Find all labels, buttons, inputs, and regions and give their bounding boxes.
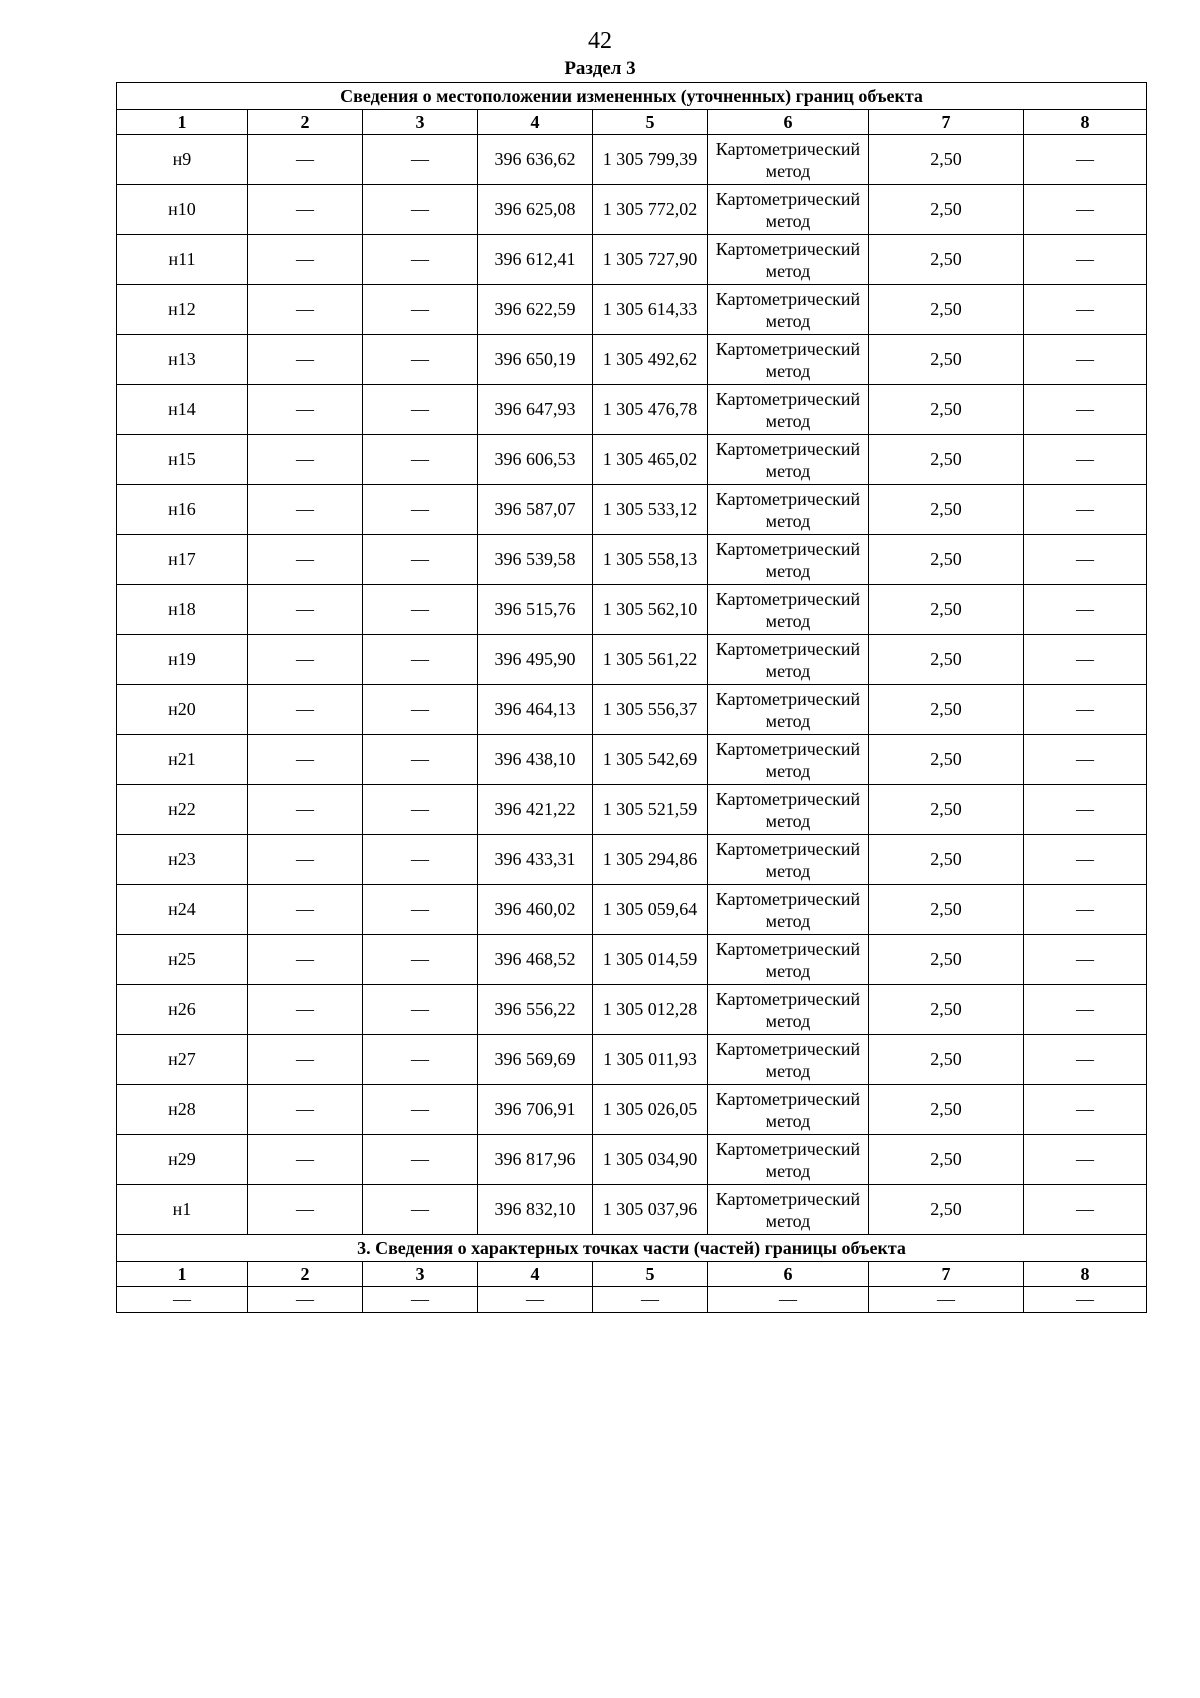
y-coord-cell: 1 305 772,02	[593, 185, 708, 235]
accuracy-cell: 2,50	[869, 785, 1024, 835]
method-cell: Картометрический метод	[708, 185, 869, 235]
x-coord-cell: 396 569,69	[478, 1035, 593, 1085]
point-name-cell: н17	[117, 535, 248, 585]
accuracy-cell: 2,50	[869, 235, 1024, 285]
accuracy-cell: 2,50	[869, 985, 1024, 1035]
point-name-cell: н1	[117, 1185, 248, 1235]
method-cell: Картометрический метод	[708, 935, 869, 985]
table-row	[117, 685, 1147, 735]
method-cell: Картометрический метод	[708, 685, 869, 735]
point-name-cell: н22	[117, 785, 248, 835]
page-number: 42	[588, 28, 612, 54]
cell-col2: —	[248, 985, 363, 1035]
table-row	[117, 1035, 1147, 1085]
cell-col8: —	[1024, 235, 1147, 285]
x-coord-cell: 396 433,31	[478, 835, 593, 885]
accuracy-cell: 2,50	[869, 135, 1024, 185]
table-row	[117, 385, 1147, 435]
y-coord-cell: 1 305 294,86	[593, 835, 708, 885]
table-row	[117, 835, 1147, 885]
cell-col3: —	[363, 1185, 478, 1235]
x-coord-cell: 396 468,52	[478, 935, 593, 985]
column-number: 7	[869, 110, 1024, 135]
accuracy-cell: 2,50	[869, 1135, 1024, 1185]
parts-column-numbers-row	[117, 1262, 1147, 1287]
method-cell: Картометрический метод	[708, 1085, 869, 1135]
x-coord-cell: 396 421,22	[478, 785, 593, 835]
x-coord-cell: 396 438,10	[478, 735, 593, 785]
accuracy-cell: 2,50	[869, 885, 1024, 935]
y-coord-cell: 1 305 562,10	[593, 585, 708, 635]
table-row	[117, 635, 1147, 685]
cell-col2: —	[248, 135, 363, 185]
accuracy-cell: 2,50	[869, 1035, 1024, 1085]
method-cell: Картометрический метод	[708, 135, 869, 185]
x-coord-cell: 396 622,59	[478, 285, 593, 335]
column-number: 5	[593, 1262, 708, 1287]
column-number: 6	[708, 1262, 869, 1287]
column-numbers-row	[117, 110, 1147, 135]
x-coord-cell: 396 556,22	[478, 985, 593, 1035]
accuracy-cell: 2,50	[869, 285, 1024, 335]
column-number: 5	[593, 110, 708, 135]
table-row	[117, 885, 1147, 935]
cell-col3: —	[363, 1085, 478, 1135]
point-name-cell: н15	[117, 435, 248, 485]
cell-col3: —	[363, 635, 478, 685]
point-name-cell: н9	[117, 135, 248, 185]
method-cell: Картометрический метод	[708, 335, 869, 385]
point-name-cell: н28	[117, 1085, 248, 1135]
x-coord-cell: 396 625,08	[478, 185, 593, 235]
point-name-cell: н21	[117, 735, 248, 785]
x-coord-cell: 396 495,90	[478, 635, 593, 685]
cell-col3: —	[363, 685, 478, 735]
x-coord-cell: 396 587,07	[478, 485, 593, 535]
table-row	[117, 135, 1147, 185]
x-coord-cell: 396 612,41	[478, 235, 593, 285]
cell-col8: —	[1024, 735, 1147, 785]
empty-cell: —	[248, 1287, 363, 1313]
accuracy-cell: 2,50	[869, 735, 1024, 785]
y-coord-cell: 1 305 799,39	[593, 135, 708, 185]
cell-col3: —	[363, 385, 478, 435]
table-row	[117, 1135, 1147, 1185]
table-row	[117, 935, 1147, 985]
x-coord-cell: 396 515,76	[478, 585, 593, 635]
cell-col8: —	[1024, 985, 1147, 1035]
column-number: 6	[708, 110, 869, 135]
table-title: Сведения о местоположении измененных (уточненных) границ объекта	[117, 83, 1147, 110]
accuracy-cell: 2,50	[869, 685, 1024, 735]
point-name-cell: н20	[117, 685, 248, 735]
column-number: 2	[248, 1262, 363, 1287]
parts-empty-row	[117, 1287, 1147, 1313]
cell-col3: —	[363, 785, 478, 835]
cell-col3: —	[363, 135, 478, 185]
empty-cell: —	[478, 1287, 593, 1313]
method-cell: Картометрический метод	[708, 885, 869, 935]
table-row	[117, 485, 1147, 535]
column-number: 2	[248, 110, 363, 135]
method-cell: Картометрический метод	[708, 1135, 869, 1185]
cell-col2: —	[248, 335, 363, 385]
point-name-cell: н14	[117, 385, 248, 435]
cell-col3: —	[363, 535, 478, 585]
accuracy-cell: 2,50	[869, 535, 1024, 585]
cell-col8: —	[1024, 635, 1147, 685]
cell-col3: —	[363, 1035, 478, 1085]
point-name-cell: н19	[117, 635, 248, 685]
x-coord-cell: 396 464,13	[478, 685, 593, 735]
y-coord-cell: 1 305 542,69	[593, 735, 708, 785]
point-name-cell: н11	[117, 235, 248, 285]
cell-col3: —	[363, 435, 478, 485]
method-cell: Картометрический метод	[708, 835, 869, 885]
table-row	[117, 435, 1147, 485]
accuracy-cell: 2,50	[869, 1185, 1024, 1235]
table-row	[117, 735, 1147, 785]
cell-col3: —	[363, 835, 478, 885]
cell-col3: —	[363, 1135, 478, 1185]
method-cell: Картометрический метод	[708, 285, 869, 335]
cell-col2: —	[248, 785, 363, 835]
cell-col2: —	[248, 185, 363, 235]
column-number: 7	[869, 1262, 1024, 1287]
cell-col8: —	[1024, 135, 1147, 185]
cell-col3: —	[363, 485, 478, 535]
x-coord-cell: 396 636,62	[478, 135, 593, 185]
x-coord-cell: 396 539,58	[478, 535, 593, 585]
table-row	[117, 185, 1147, 235]
cell-col3: —	[363, 885, 478, 935]
cell-col2: —	[248, 1085, 363, 1135]
cell-col8: —	[1024, 385, 1147, 435]
y-coord-cell: 1 305 533,12	[593, 485, 708, 535]
cell-col3: —	[363, 985, 478, 1035]
point-name-cell: н12	[117, 285, 248, 335]
accuracy-cell: 2,50	[869, 585, 1024, 635]
cell-col8: —	[1024, 935, 1147, 985]
cell-col2: —	[248, 435, 363, 485]
cell-col2: —	[248, 1135, 363, 1185]
accuracy-cell: 2,50	[869, 185, 1024, 235]
y-coord-cell: 1 305 614,33	[593, 285, 708, 335]
point-name-cell: н23	[117, 835, 248, 885]
cell-col8: —	[1024, 185, 1147, 235]
x-coord-cell: 396 706,91	[478, 1085, 593, 1135]
cell-col3: —	[363, 235, 478, 285]
empty-cell: —	[869, 1287, 1024, 1313]
x-coord-cell: 396 647,93	[478, 385, 593, 435]
x-coord-cell: 396 817,96	[478, 1135, 593, 1185]
cell-col8: —	[1024, 885, 1147, 935]
accuracy-cell: 2,50	[869, 835, 1024, 885]
cell-col2: —	[248, 835, 363, 885]
cell-col3: —	[363, 185, 478, 235]
cell-col8: —	[1024, 1085, 1147, 1135]
cell-col2: —	[248, 585, 363, 635]
table-row	[117, 535, 1147, 585]
cell-col2: —	[248, 1185, 363, 1235]
y-coord-cell: 1 305 521,59	[593, 785, 708, 835]
method-cell: Картометрический метод	[708, 985, 869, 1035]
section-title: Раздел 3	[564, 58, 636, 79]
method-cell: Картометрический метод	[708, 235, 869, 285]
cell-col8: —	[1024, 1185, 1147, 1235]
y-coord-cell: 1 305 465,02	[593, 435, 708, 485]
cell-col8: —	[1024, 685, 1147, 735]
method-cell: Картометрический метод	[708, 535, 869, 585]
method-cell: Картометрический метод	[708, 385, 869, 435]
column-number: 4	[478, 110, 593, 135]
boundary-points-table	[116, 82, 1147, 1313]
table-row	[117, 285, 1147, 335]
cell-col8: —	[1024, 1035, 1147, 1085]
accuracy-cell: 2,50	[869, 335, 1024, 385]
y-coord-cell: 1 305 012,28	[593, 985, 708, 1035]
cell-col8: —	[1024, 485, 1147, 535]
cell-col2: —	[248, 735, 363, 785]
empty-cell: —	[593, 1287, 708, 1313]
cell-col2: —	[248, 285, 363, 335]
method-cell: Картометрический метод	[708, 735, 869, 785]
column-number: 8	[1024, 1262, 1147, 1287]
column-number: 1	[117, 1262, 248, 1287]
accuracy-cell: 2,50	[869, 435, 1024, 485]
cell-col8: —	[1024, 835, 1147, 885]
point-name-cell: н16	[117, 485, 248, 535]
empty-cell: —	[117, 1287, 248, 1313]
cell-col2: —	[248, 1035, 363, 1085]
y-coord-cell: 1 305 026,05	[593, 1085, 708, 1135]
cell-col8: —	[1024, 335, 1147, 385]
y-coord-cell: 1 305 556,37	[593, 685, 708, 735]
accuracy-cell: 2,50	[869, 1085, 1024, 1135]
cell-col3: —	[363, 285, 478, 335]
column-number: 3	[363, 1262, 478, 1287]
table-title-row	[117, 83, 1147, 110]
cell-col8: —	[1024, 535, 1147, 585]
cell-col8: —	[1024, 1135, 1147, 1185]
column-number: 1	[117, 110, 248, 135]
empty-cell: —	[363, 1287, 478, 1313]
x-coord-cell: 396 460,02	[478, 885, 593, 935]
method-cell: Картометрический метод	[708, 1035, 869, 1085]
cell-col2: —	[248, 885, 363, 935]
cell-col2: —	[248, 635, 363, 685]
table-row	[117, 335, 1147, 385]
point-name-cell: н29	[117, 1135, 248, 1185]
y-coord-cell: 1 305 561,22	[593, 635, 708, 685]
cell-col2: —	[248, 935, 363, 985]
y-coord-cell: 1 305 059,64	[593, 885, 708, 935]
column-number: 4	[478, 1262, 593, 1287]
empty-cell: —	[708, 1287, 869, 1313]
table-row	[117, 235, 1147, 285]
cell-col3: —	[363, 335, 478, 385]
table-row	[117, 1085, 1147, 1135]
point-name-cell: н13	[117, 335, 248, 385]
y-coord-cell: 1 305 492,62	[593, 335, 708, 385]
method-cell: Картометрический метод	[708, 635, 869, 685]
cell-col8: —	[1024, 435, 1147, 485]
accuracy-cell: 2,50	[869, 485, 1024, 535]
column-number: 3	[363, 110, 478, 135]
point-name-cell: н27	[117, 1035, 248, 1085]
accuracy-cell: 2,50	[869, 635, 1024, 685]
x-coord-cell: 396 832,10	[478, 1185, 593, 1235]
cell-col2: —	[248, 485, 363, 535]
point-name-cell: н26	[117, 985, 248, 1035]
cell-col2: —	[248, 235, 363, 285]
table-row	[117, 585, 1147, 635]
cell-col2: —	[248, 535, 363, 585]
table-row	[117, 985, 1147, 1035]
method-cell: Картометрический метод	[708, 485, 869, 535]
y-coord-cell: 1 305 014,59	[593, 935, 708, 985]
column-number: 8	[1024, 110, 1147, 135]
point-name-cell: н25	[117, 935, 248, 985]
y-coord-cell: 1 305 476,78	[593, 385, 708, 435]
method-cell: Картометрический метод	[708, 435, 869, 485]
parts-title-row	[117, 1235, 1147, 1262]
accuracy-cell: 2,50	[869, 385, 1024, 435]
method-cell: Картометрический метод	[708, 1185, 869, 1235]
point-name-cell: н24	[117, 885, 248, 935]
cell-col3: —	[363, 735, 478, 785]
point-name-cell: н10	[117, 185, 248, 235]
point-name-cell: н18	[117, 585, 248, 635]
cell-col8: —	[1024, 585, 1147, 635]
y-coord-cell: 1 305 037,96	[593, 1185, 708, 1235]
y-coord-cell: 1 305 727,90	[593, 235, 708, 285]
cell-col8: —	[1024, 785, 1147, 835]
y-coord-cell: 1 305 011,93	[593, 1035, 708, 1085]
table-row	[117, 1185, 1147, 1235]
x-coord-cell: 396 606,53	[478, 435, 593, 485]
cell-col2: —	[248, 385, 363, 435]
method-cell: Картометрический метод	[708, 585, 869, 635]
cell-col2: —	[248, 685, 363, 735]
empty-cell: —	[1024, 1287, 1147, 1313]
y-coord-cell: 1 305 558,13	[593, 535, 708, 585]
y-coord-cell: 1 305 034,90	[593, 1135, 708, 1185]
method-cell: Картометрический метод	[708, 785, 869, 835]
cell-col3: —	[363, 935, 478, 985]
cell-col8: —	[1024, 285, 1147, 335]
accuracy-cell: 2,50	[869, 935, 1024, 985]
table-row	[117, 785, 1147, 835]
parts-title: 3. Сведения о характерных точках части (частей) границы объекта	[117, 1235, 1147, 1262]
x-coord-cell: 396 650,19	[478, 335, 593, 385]
cell-col3: —	[363, 585, 478, 635]
